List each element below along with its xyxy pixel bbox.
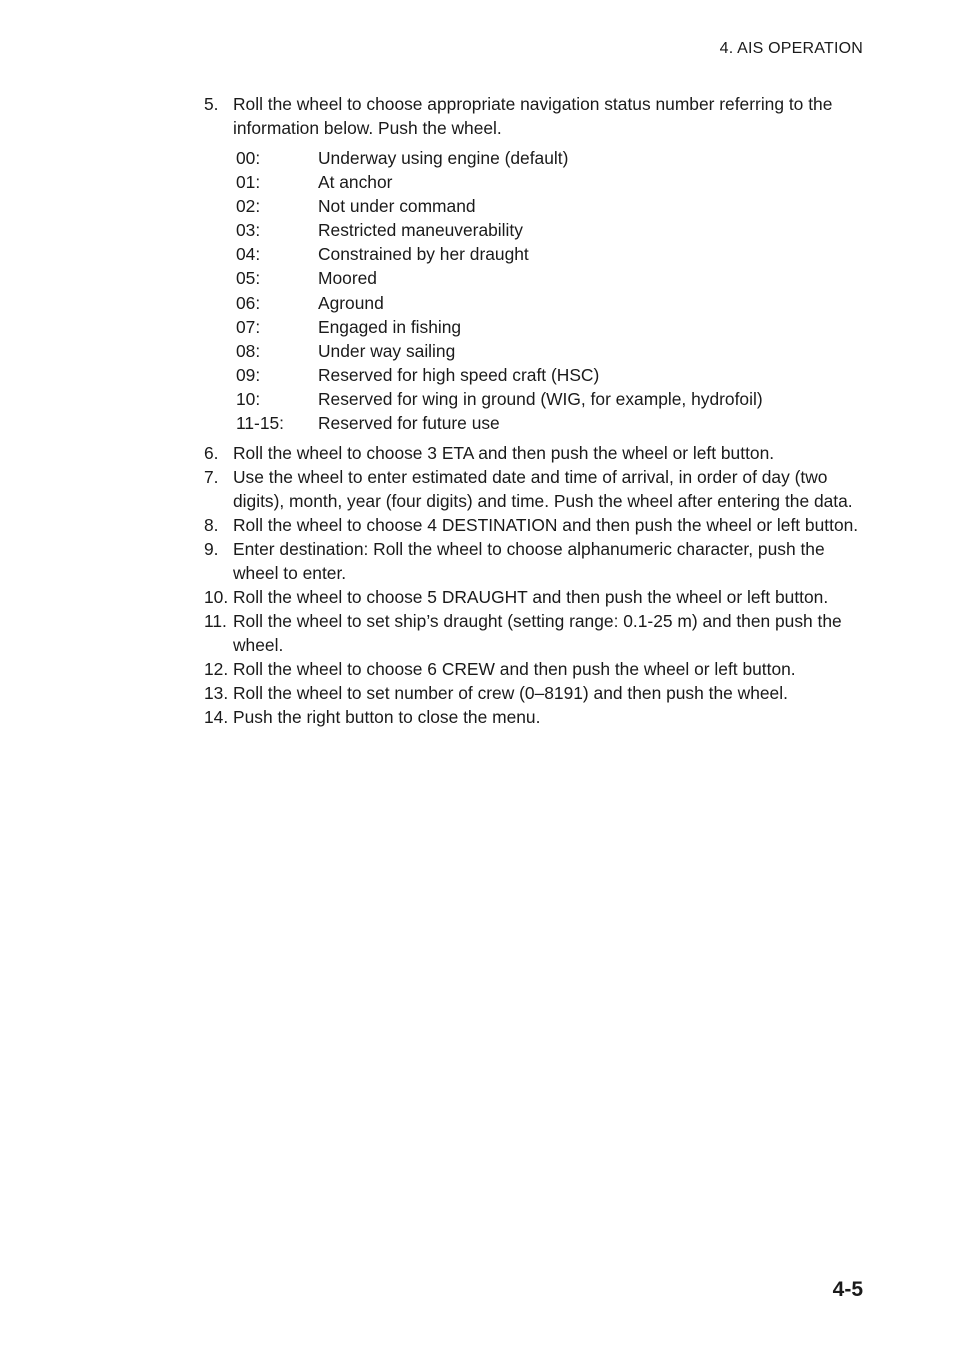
step-text: Roll the wheel to choose appropriate navigation status number referring to the information below. Push the wheel. <box>233 94 833 138</box>
step-5 <box>204 92 866 140</box>
step-number: 7. <box>204 467 219 488</box>
step-text: Roll the wheel to choose 3 ETA and then push the wheel or left button. <box>233 443 775 464</box>
page-number: 4-5 <box>832 1278 863 1301</box>
step-12 <box>204 657 866 681</box>
status-code: 10: <box>236 388 261 409</box>
status-description: Aground <box>318 292 384 313</box>
step-text: Roll the wheel to choose 6 CREW and then push the wheel or left button. <box>233 659 796 680</box>
status-row <box>236 315 866 339</box>
step-number: 8. <box>204 515 219 536</box>
status-row <box>236 218 866 242</box>
status-code: 00: <box>236 148 261 168</box>
status-row <box>236 339 866 363</box>
status-row <box>236 363 866 387</box>
navigation-status-list <box>236 146 866 435</box>
step-10 <box>204 585 866 609</box>
status-description: Constrained by her draught <box>318 244 529 265</box>
step-text: Roll the wheel to set number of crew (0–8191) and then push the wheel. <box>233 683 788 704</box>
step-number: 11. <box>204 611 227 632</box>
status-description: At anchor <box>318 172 393 193</box>
status-code: 02: <box>236 196 261 217</box>
status-code: 09: <box>236 364 261 385</box>
status-description: Underway using engine (default) <box>318 148 569 168</box>
step-number: 9. <box>204 539 219 560</box>
status-description: Reserved for future use <box>318 413 500 434</box>
status-code: 08: <box>236 340 261 361</box>
step-text: Use the wheel to enter estimated date and time of arrival, in order of day (two digits), month, year (four digits) and time. Push the wheel after entering the data. <box>233 467 853 512</box>
status-code: 05: <box>236 268 261 289</box>
status-row <box>236 194 866 218</box>
step-number: 10. <box>204 587 229 608</box>
status-description: Engaged in fishing <box>318 316 462 337</box>
status-row <box>236 242 866 266</box>
step-13 <box>204 681 866 705</box>
step-number: 14. <box>204 707 229 728</box>
status-description: Reserved for wing in ground (WIG, for example, hydrofoil) <box>318 388 763 409</box>
step-number: 5. <box>204 94 219 114</box>
step-text: Enter destination: Roll the wheel to choose alphanumeric character, push the wheel to enter. <box>233 539 825 584</box>
step-14 <box>204 705 866 729</box>
status-code: 01: <box>236 172 261 193</box>
step-text: Roll the wheel to set ship’s draught (setting range: 0.1-25 m) and then push the wheel. <box>233 611 842 656</box>
status-row <box>236 146 866 170</box>
step-number: 13. <box>204 683 229 704</box>
step-11 <box>204 609 866 657</box>
step-7 <box>204 465 866 513</box>
step-number: 6. <box>204 443 219 464</box>
status-code: 03: <box>236 220 261 241</box>
status-row <box>236 266 866 290</box>
status-description: Reserved for high speed craft (HSC) <box>318 364 600 385</box>
status-row <box>236 411 866 435</box>
procedure-content <box>204 92 866 729</box>
running-header: 4. AIS OPERATION <box>719 40 863 57</box>
step-9 <box>204 537 866 585</box>
status-code: 07: <box>236 316 261 337</box>
status-description: Moored <box>318 268 377 289</box>
step-6 <box>204 441 866 465</box>
step-text: Roll the wheel to choose 5 DRAUGHT and then push the wheel or left button. <box>233 587 829 608</box>
status-code: 04: <box>236 244 261 265</box>
step-text: Roll the wheel to choose 4 DESTINATION and then push the wheel or left button. <box>233 515 859 536</box>
step-text: Push the right button to close the menu. <box>233 707 541 728</box>
status-row <box>236 387 866 411</box>
status-description: Restricted maneuverability <box>318 220 523 241</box>
step-8 <box>204 513 866 537</box>
step-number: 12. <box>204 659 229 680</box>
status-code: 06: <box>236 292 261 313</box>
status-row <box>236 170 866 194</box>
status-description: Not under command <box>318 196 476 217</box>
status-description: Under way sailing <box>318 340 456 361</box>
status-code: 11-15: <box>236 413 285 434</box>
status-row <box>236 291 866 315</box>
